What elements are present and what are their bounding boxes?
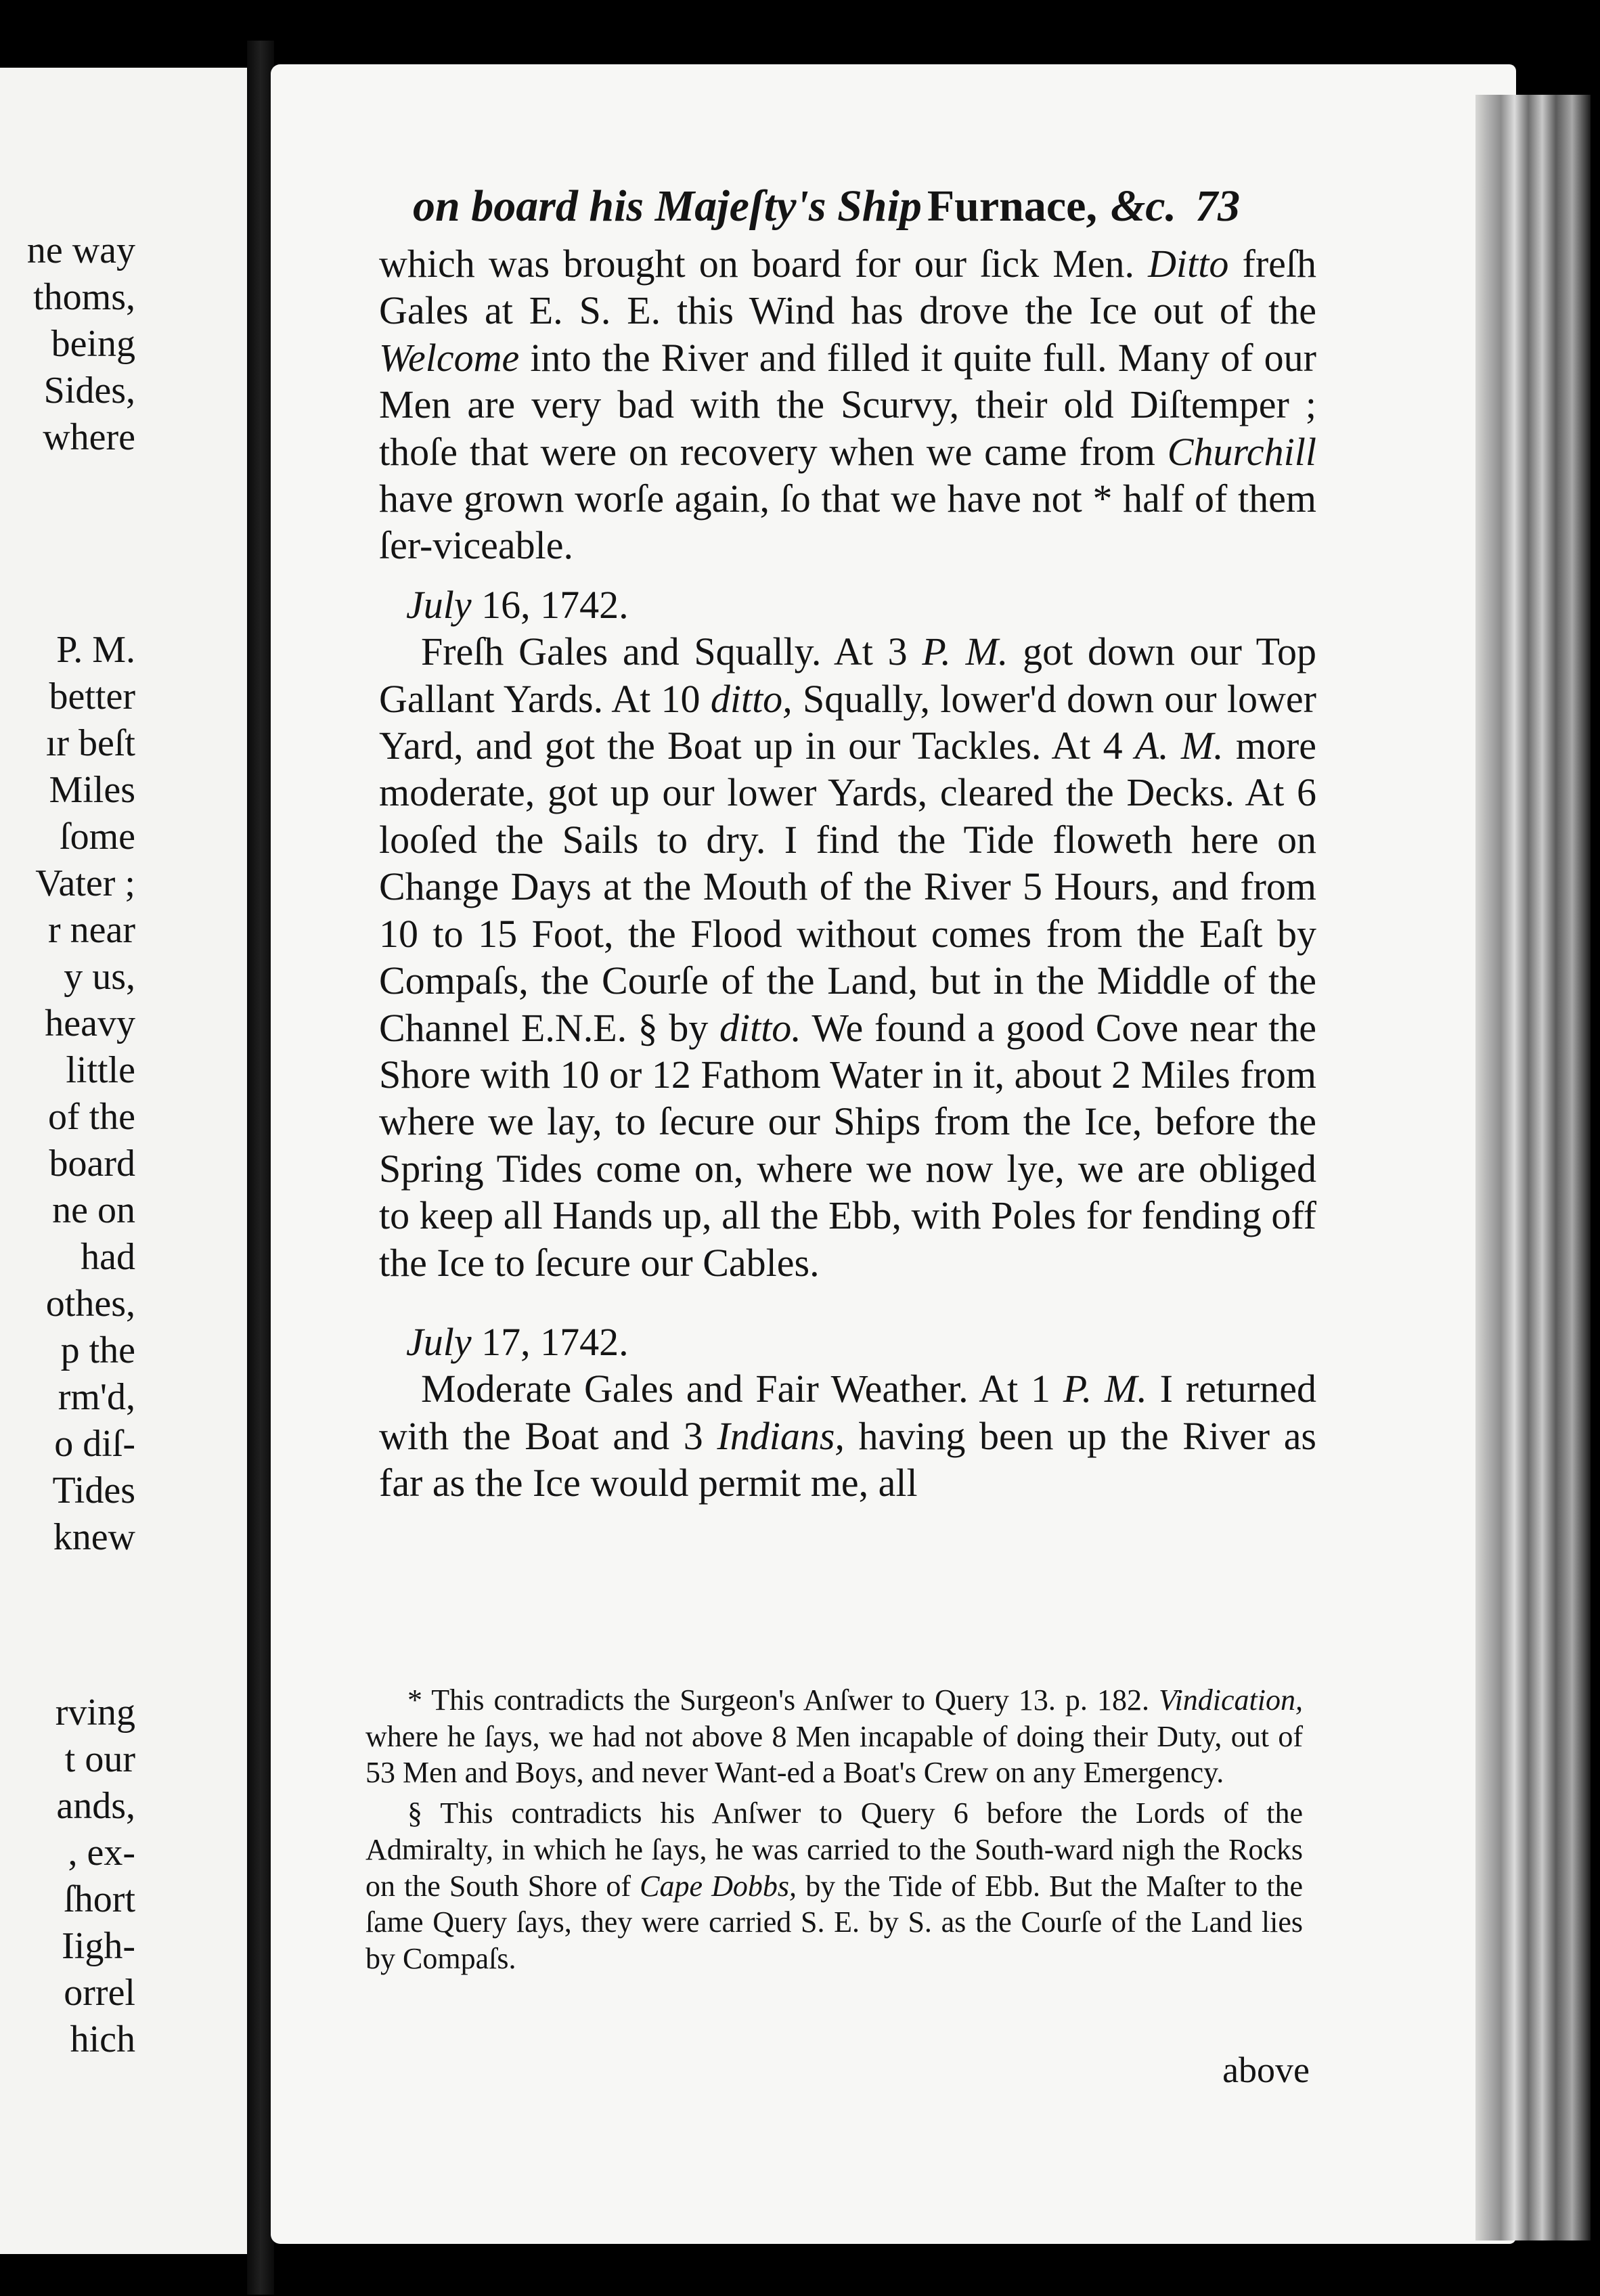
left-page-line: o diſ- [54,1423,135,1465]
left-page-line: heavy [45,1002,135,1044]
left-page-line: orrel [64,1972,135,2014]
date-month: July [406,1319,472,1364]
paragraph-continued [379,240,1316,569]
footnote-asterisk [365,1682,1303,1791]
text-run: where he ſays, we had not above 8 Men incapable of doing their Duty, out of 53 Men and Boys, and never Want-ed a Boat's Crew on any Emergency. [365,1719,1303,1790]
text-run: I returned with the Boat and 3 [379,1367,1316,1458]
running-head-etc: &c. [1110,181,1177,231]
text-run: more moderate, got up our lower Yards, cleared the Decks. At 6 looſed the Sails to dry. I find the Tide floweth here on Change Days at the Mouth of the River 5 Hours, and from 10 to 15 Foot, the Flood without comes from the Eaſt by Compaſs, the Courſe of the Land, but in the Middle of the Channel E.N.E. § by [379,724,1316,1050]
left-page-line: of the [47,1096,135,1138]
left-page-line: ands, [56,1785,135,1827]
text-run: A. M. [1134,724,1224,768]
left-page-line: , ex- [68,1832,135,1874]
left-page-line: knew [53,1516,135,1558]
running-head-ship: Furnace, [927,181,1097,231]
text-run: ditto. [719,1005,801,1050]
journal-entry-paragraph [379,628,1316,1286]
left-page-line: where [43,416,135,458]
text-run: by the Tide of Ebb. But the Maſter to the ſame Query ſays, they were carried S. E. by S. as the Courſe of the Land lies by Compaſs. [365,1869,1303,1975]
left-page-line: y us, [64,956,135,998]
page-number: 73 [1195,181,1241,231]
left-page-line: ır beſt [45,722,135,764]
text-run: which was brought on board for our ſick Men. [379,242,1149,286]
left-page-fragment [0,68,247,2254]
text-run: Moderate Gales and Fair Weather. At 1 [421,1367,1063,1411]
text-run: P. M. [922,630,1008,674]
left-page-line: better [49,676,135,718]
left-page-line: othes, [45,1283,135,1325]
left-page-line: board [49,1143,135,1185]
entry-date [379,581,1316,628]
text-run: Cape Dobbs, [640,1869,797,1903]
text-run: ditto, [710,676,793,721]
text-run: freſh Gales at E. S. E. this Wind has drove the Ice out of the [379,242,1316,333]
left-page-line: rm'd, [58,1376,135,1418]
footnotes [365,1682,1303,1977]
left-page-line: hich [70,2018,135,2060]
left-page-line: p the [60,1329,135,1371]
text-run: Vindication, [1158,1683,1303,1717]
date-rest: 16, 1742. [471,582,629,627]
text-run: having been up the River as far as the Ice would permit me, all [379,1413,1317,1505]
text-run: § This contradicts his Anſwer to Query 6 before the Lords of the Admiralty, in which he ſays, he was carried to the South-ward nigh the Rocks on the South Shore of [365,1796,1303,1903]
text-run: Freſh Gales and Squally. At 3 [421,630,923,674]
text-run: * This contradicts the Surgeon's Anſwer to Query 13. p. 182. [407,1683,1159,1717]
text-run: into the River and filled it quite full. Many of our Men are very bad with the Scurvy, their old Diſtemper ; thoſe that were on recovery when we came from [379,335,1316,474]
left-page-line: ne way [26,229,135,271]
date-rest: 17, 1742. [471,1319,629,1364]
left-page-line: thoms, [33,276,135,318]
left-page-line: Vater ; [35,862,135,904]
text-run: We found a good Cove near the Shore with 10 or 12 Fathom Water in it, about 2 Miles from where we lay, to ſecure our Ships from the Ice, before the Spring Tides come on, where we now lye, we are obliged to keep all Hands up, all the Ebb, with Poles for fending off the Ice to ſecure our Cables. [379,1005,1316,1285]
left-page-line: t our [64,1738,135,1780]
left-page-line: little [66,1049,135,1091]
book-gutter [247,41,274,2295]
left-page-line: Iigh- [62,1925,135,1967]
text-run: P. M. [1063,1367,1147,1411]
left-page-line: ne on [52,1189,135,1231]
running-head-title: on board his Majeſty's Ship [413,181,922,231]
running-head [413,176,1323,237]
left-page-line: rving [55,1692,135,1734]
text-run: Squally, lower'd down our lower Yard, and got the Boat up in our Tackles. At 4 [379,676,1316,768]
left-page-line: r near [47,909,135,951]
left-page-line: Sides, [43,370,135,412]
left-page-line: ſome [60,816,135,858]
catchword: above [1222,2050,1310,2090]
entry-date [379,1319,1316,1365]
text-run: have grown worſe again, ſo that we have not * half of them ſer-viceable. [379,477,1316,568]
journal-entry-paragraph [379,1365,1316,1506]
text-run: Ditto [1148,242,1229,286]
footnote-section [365,1795,1303,1977]
text-run: Indians, [717,1413,845,1458]
left-page-line: P. M. [56,629,135,671]
left-page-line: being [51,323,135,365]
text-run: Churchill [1167,429,1316,474]
left-page-line: ſhort [64,1878,135,1920]
left-page-line: Tides [52,1470,135,1511]
left-page-line: Miles [49,769,135,811]
date-month: July [406,582,472,627]
text-run: got down our Top Gallant Yards. At 10 [379,630,1316,721]
body-text [379,240,1316,1507]
text-run: Welcome [379,335,520,380]
page-edge-stack [1475,95,1591,2240]
left-page-line: had [81,1236,135,1278]
